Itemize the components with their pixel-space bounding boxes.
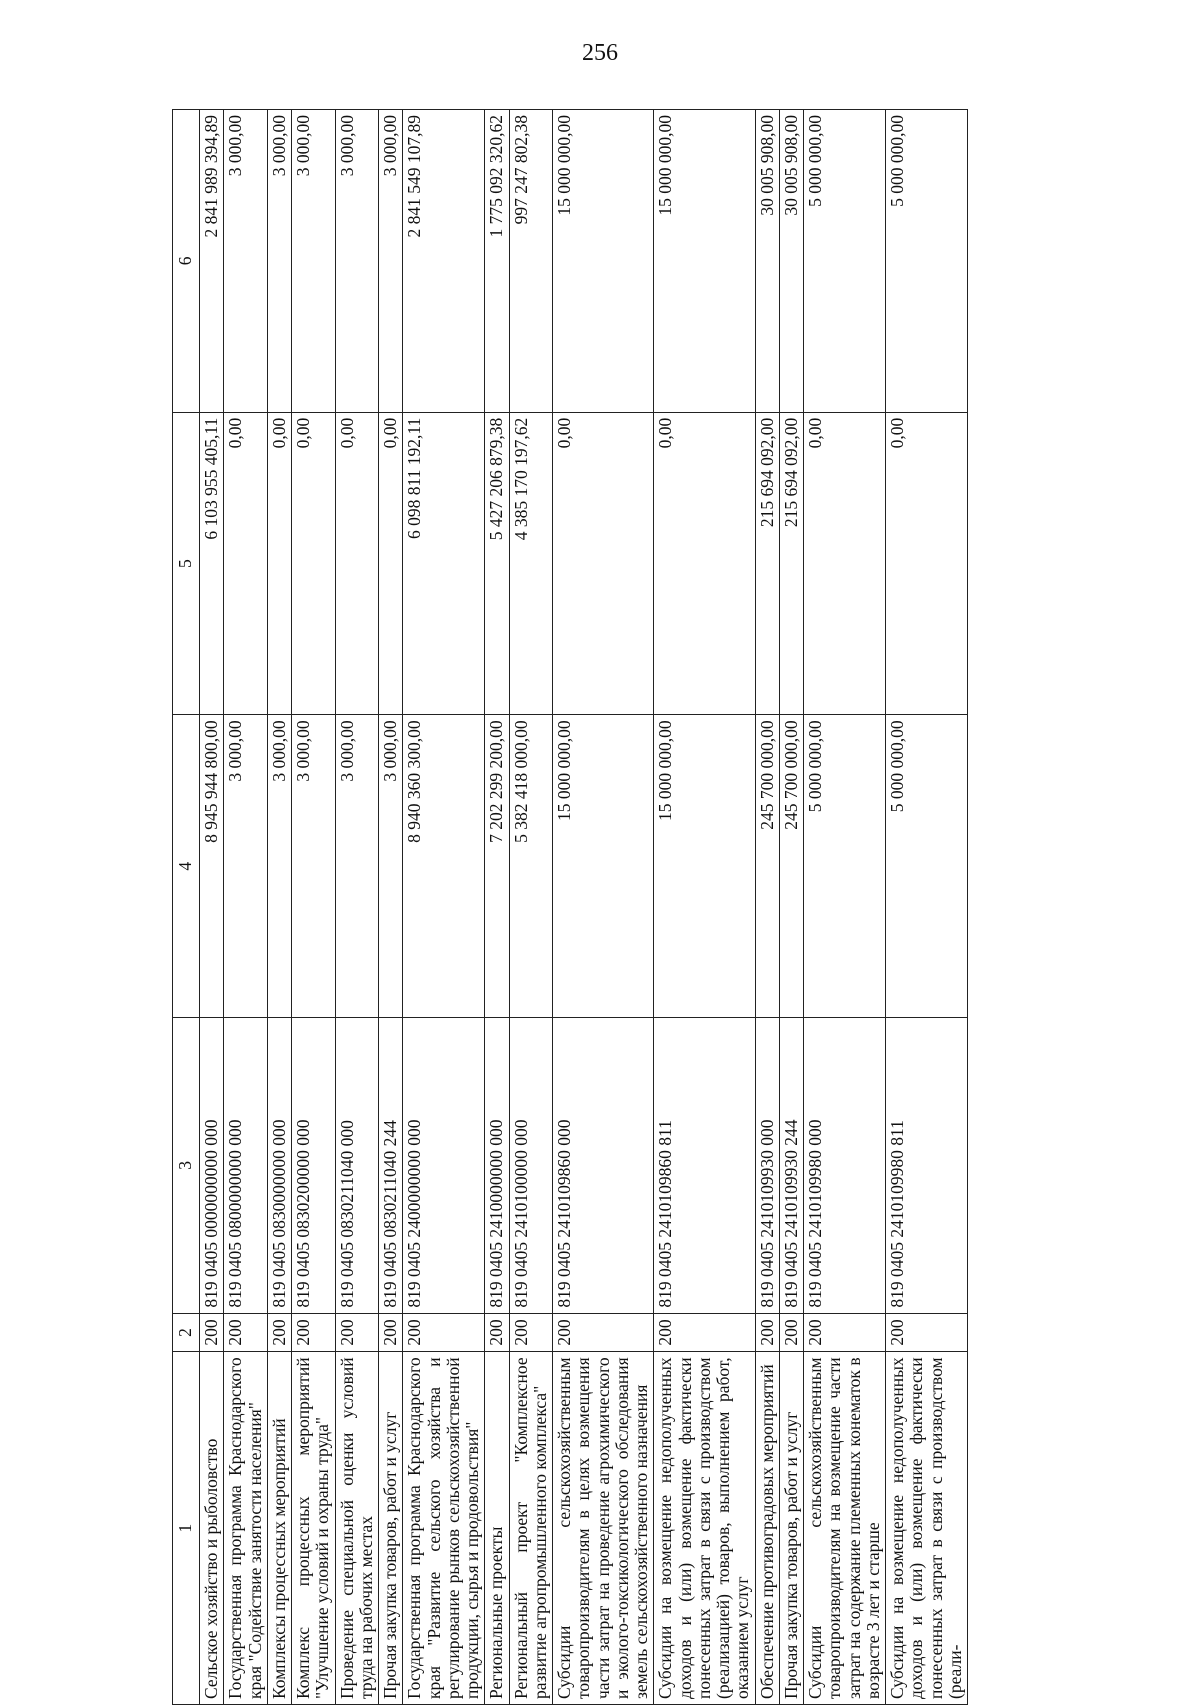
- row-value-4: 5 000 000,00: [886, 715, 968, 1018]
- rotated-table-container: [172, 109, 1092, 1705]
- row-value-5: 0,00: [553, 412, 654, 715]
- table-row: [335, 110, 379, 1705]
- row-code: 200: [509, 1313, 553, 1352]
- row-value-6: 3 000,00: [292, 110, 336, 413]
- row-value-6: 15 000 000,00: [553, 110, 654, 413]
- row-name: Проведение специальной оценки условий труда на рабочих местах: [335, 1352, 379, 1705]
- table-row: [886, 110, 968, 1705]
- row-code: 200: [654, 1313, 755, 1352]
- table-row: [379, 110, 403, 1705]
- row-value-5: 0,00: [379, 412, 403, 715]
- row-value-5: 0,00: [335, 412, 379, 715]
- header-row: [173, 110, 200, 1705]
- table-row: [755, 110, 779, 1705]
- row-value-4: 3 000,00: [267, 715, 291, 1018]
- row-value-4: 5 382 418 000,00: [509, 715, 553, 1018]
- row-name: Региональный проект "Комплексное развитие агропромышленного комплекса": [509, 1352, 553, 1705]
- row-value-6: 3 000,00: [224, 110, 268, 413]
- row-value-4: 5 000 000,00: [804, 715, 886, 1018]
- row-value-5: 0,00: [804, 412, 886, 715]
- row-value-6: 30 005 908,00: [779, 110, 803, 413]
- row-value-6: 5 000 000,00: [886, 110, 968, 413]
- row-classifier: 819 0405 2410109860 811: [654, 1018, 755, 1314]
- row-name: Субсидии на возмещение недополученных доходов и (или) возмещение фактически понесенных затрат в связи с производством (реализацией) товаров, выполнением работ, оказанием услуг: [654, 1352, 755, 1705]
- table-row: [200, 110, 224, 1705]
- row-code: 200: [886, 1313, 968, 1352]
- row-value-5: 215 694 092,00: [779, 412, 803, 715]
- row-classifier: 819 0405 2410109930 000: [755, 1018, 779, 1314]
- row-name: Субсидии сельскохозяйственным товаропроизводителям в целях возмещения части затрат на проведение агрохимического и эколого-токсикологического обследования земель сельскохозяйственного назначения: [553, 1352, 654, 1705]
- row-value-5: 0,00: [886, 412, 968, 715]
- row-code: 200: [335, 1313, 379, 1352]
- row-name: Субсидии на возмещение недополученных доходов и (или) возмещение фактически понесенных затрат в связи с производством (реали-: [886, 1352, 968, 1705]
- row-classifier: 819 0405 0830200000 000: [292, 1018, 336, 1314]
- row-classifier: 819 0405 0000000000 000: [200, 1018, 224, 1314]
- row-code: 200: [804, 1313, 886, 1352]
- table-row: [267, 110, 291, 1705]
- row-value-4: 8 940 360 300,00: [403, 715, 485, 1018]
- budget-table: [172, 109, 968, 1705]
- row-value-5: 215 694 092,00: [755, 412, 779, 715]
- row-value-6: 3 000,00: [335, 110, 379, 413]
- header-cell: 2: [173, 1313, 200, 1352]
- row-name: Прочая закупка товаров, работ и услуг: [779, 1352, 803, 1705]
- table-row: [654, 110, 755, 1705]
- row-value-4: 3 000,00: [292, 715, 336, 1018]
- row-classifier: 819 0405 2410100000 000: [509, 1018, 553, 1314]
- row-code: 200: [755, 1313, 779, 1352]
- row-classifier: 819 0405 0800000000 000: [224, 1018, 268, 1314]
- row-classifier: 819 0405 0830211040 244: [379, 1018, 403, 1314]
- row-value-5: 6 103 955 405,11: [200, 412, 224, 715]
- table-row: [485, 110, 509, 1705]
- row-name: Сельское хозяйство и рыболовство: [200, 1352, 224, 1705]
- table-row: [509, 110, 553, 1705]
- table-row: [224, 110, 268, 1705]
- row-value-6: 5 000 000,00: [804, 110, 886, 413]
- row-value-4: 3 000,00: [224, 715, 268, 1018]
- row-value-4: 245 700 000,00: [779, 715, 803, 1018]
- table-row: [779, 110, 803, 1705]
- header-cell: 3: [173, 1018, 200, 1314]
- row-value-6: 15 000 000,00: [654, 110, 755, 413]
- row-classifier: 819 0405 2410109980 000: [804, 1018, 886, 1314]
- row-value-6: 3 000,00: [267, 110, 291, 413]
- row-code: 200: [553, 1313, 654, 1352]
- row-value-5: 0,00: [292, 412, 336, 715]
- header-cell: 1: [173, 1352, 200, 1705]
- page-number: 256: [582, 40, 618, 66]
- row-classifier: 819 0405 0830211040 000: [335, 1018, 379, 1314]
- row-code: 200: [779, 1313, 803, 1352]
- row-name: Региональные проекты: [485, 1352, 509, 1705]
- table-row: [403, 110, 485, 1705]
- table-row: [553, 110, 654, 1705]
- row-name: Обеспечение противоградовых мероприятий: [755, 1352, 779, 1705]
- row-code: 200: [224, 1313, 268, 1352]
- row-value-5: 6 098 811 192,11: [403, 412, 485, 715]
- row-classifier: 819 0405 0830000000 000: [267, 1018, 291, 1314]
- row-value-4: 15 000 000,00: [553, 715, 654, 1018]
- row-name: Субсидии сельскохозяйственным товаропроизводителям на возмещение части затрат на содержание племенных конематок в возрасте 3 лет и старше: [804, 1352, 886, 1705]
- row-value-6: 2 841 989 394,89: [200, 110, 224, 413]
- row-classifier: 819 0405 2410109860 000: [553, 1018, 654, 1314]
- row-value-5: 0,00: [267, 412, 291, 715]
- row-code: 200: [267, 1313, 291, 1352]
- row-code: 200: [403, 1313, 485, 1352]
- row-classifier: 819 0405 2410000000 000: [485, 1018, 509, 1314]
- row-name: Прочая закупка товаров, работ и услуг: [379, 1352, 403, 1705]
- header-cell: 4: [173, 715, 200, 1018]
- row-value-6: 30 005 908,00: [755, 110, 779, 413]
- row-code: 200: [292, 1313, 336, 1352]
- row-classifier: 819 0405 2410109930 244: [779, 1018, 803, 1314]
- table-row: [804, 110, 886, 1705]
- row-value-6: 1 775 092 320,62: [485, 110, 509, 413]
- row-name: Комплекс процессных мероприятий "Улучшение условий и охраны труда": [292, 1352, 336, 1705]
- row-classifier: 819 0405 2410109980 811: [886, 1018, 968, 1314]
- table-row: [292, 110, 336, 1705]
- row-code: 200: [200, 1313, 224, 1352]
- row-name: Государственная программа Краснодарского края "Развитие сельского хозяйства и регулирование рынков сельскохозяйственной продукции, сырья и продовольствия": [403, 1352, 485, 1705]
- row-name: Комплексы процессных мероприятий: [267, 1352, 291, 1705]
- row-value-4: 245 700 000,00: [755, 715, 779, 1018]
- row-value-4: 3 000,00: [379, 715, 403, 1018]
- row-value-6: 2 841 549 107,89: [403, 110, 485, 413]
- row-value-6: 3 000,00: [379, 110, 403, 413]
- row-value-5: 5 427 206 879,38: [485, 412, 509, 715]
- row-value-6: 997 247 802,38: [509, 110, 553, 413]
- row-value-4: 7 202 299 200,00: [485, 715, 509, 1018]
- header-cell: 5: [173, 412, 200, 715]
- row-value-4: 15 000 000,00: [654, 715, 755, 1018]
- row-classifier: 819 0405 2400000000 000: [403, 1018, 485, 1314]
- header-cell: 6: [173, 110, 200, 413]
- row-value-4: 8 945 944 800,00: [200, 715, 224, 1018]
- row-code: 200: [379, 1313, 403, 1352]
- row-value-4: 3 000,00: [335, 715, 379, 1018]
- row-value-5: 4 385 170 197,62: [509, 412, 553, 715]
- row-value-5: 0,00: [224, 412, 268, 715]
- row-name: Государственная программа Краснодарского края "Содействие занятости населения": [224, 1352, 268, 1705]
- row-value-5: 0,00: [654, 412, 755, 715]
- row-code: 200: [485, 1313, 509, 1352]
